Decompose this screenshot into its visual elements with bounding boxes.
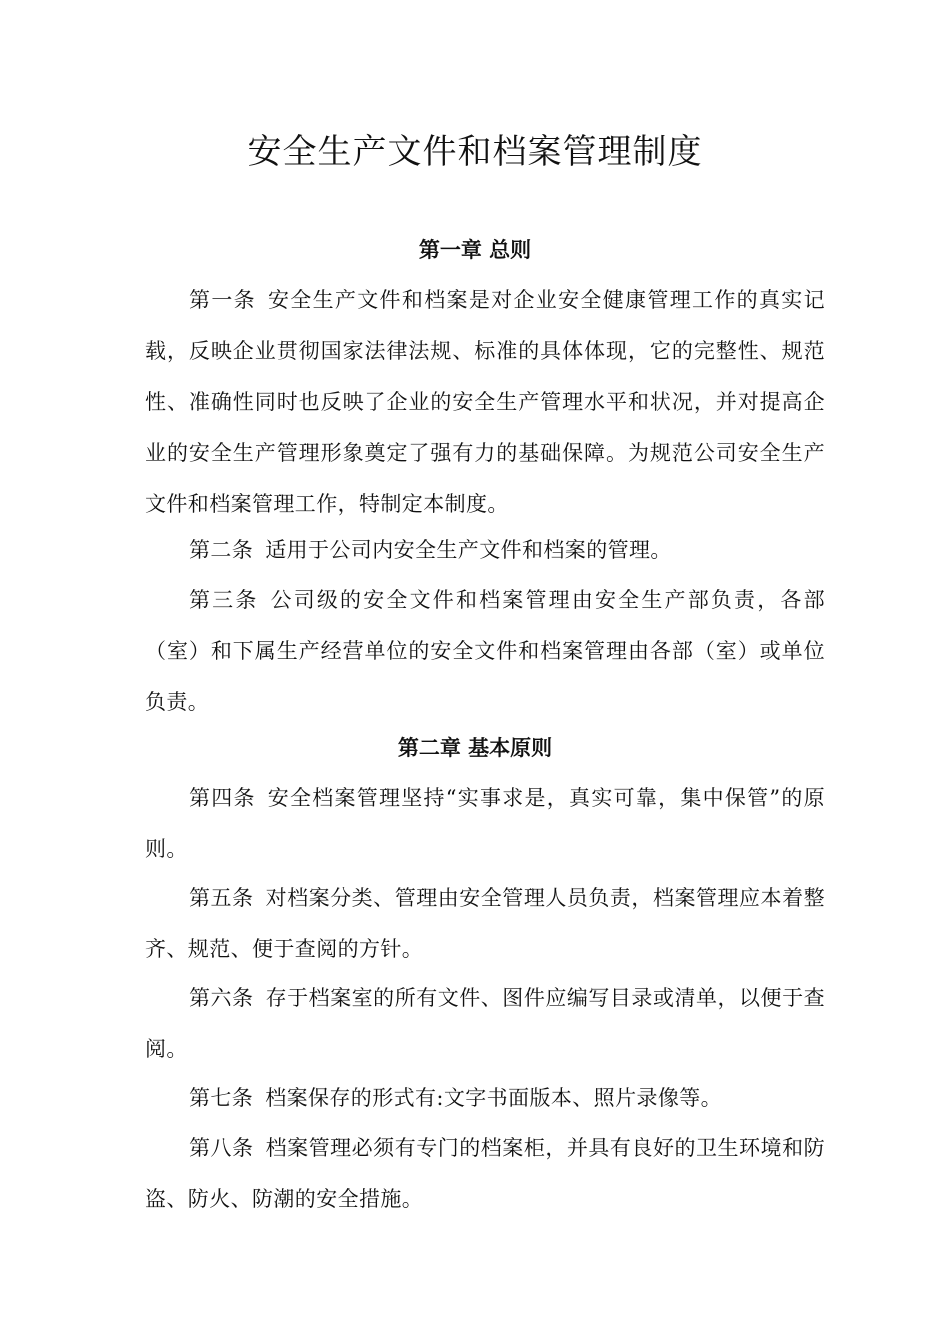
article-text: 公司级的安全文件和档案管理由安全生产部负责，各部（室）和下属生产经营单位的安全文件和档案管理由各部（室）或单位负责。 bbox=[145, 588, 825, 714]
article-text: 安全档案管理坚持“实事求是，真实可靠，集中保管”的原则。 bbox=[145, 786, 825, 861]
article-paragraph bbox=[145, 873, 825, 975]
article-text: 安全生产文件和档案是对企业安全健康管理工作的真实记载，反映企业贯彻国家法律法规、标准的具体体现，它的完整性、规范性、准确性同时也反映了企业的安全生产管理水平和状况，并对提高企业的安全生产管理形象奠定了强有力的基础保障。为规范公司安全生产文件和档案管理工作，特制定本制度。 bbox=[145, 288, 826, 516]
article-paragraph bbox=[145, 773, 825, 875]
article-text: 适用于公司内安全生产文件和档案的管理。 bbox=[265, 538, 672, 562]
article-number: 第五条 bbox=[189, 886, 254, 910]
article-paragraph bbox=[145, 575, 825, 728]
article-paragraph bbox=[145, 1123, 825, 1225]
chapter-heading: 第二章 基本原则 bbox=[397, 736, 553, 760]
article-number: 第四条 bbox=[189, 786, 256, 810]
article-paragraph bbox=[145, 973, 825, 1075]
article-number: 第一条 bbox=[189, 288, 256, 312]
article-number: 第八条 bbox=[189, 1136, 254, 1160]
chapter-heading: 第一章 总则 bbox=[418, 238, 532, 262]
article-number: 第六条 bbox=[189, 986, 254, 1010]
article-text: 档案管理必须有专门的档案柜，并具有良好的卫生环境和防盗、防火、防潮的安全措施。 bbox=[145, 1136, 826, 1211]
article-text: 存于档案室的所有文件、图件应编写目录或清单，以便于查阅。 bbox=[145, 986, 826, 1061]
article-number: 第三条 bbox=[189, 588, 259, 612]
article-paragraph bbox=[145, 275, 825, 530]
document-title: 安全生产文件和档案管理制度 bbox=[247, 132, 703, 172]
article-text: 对档案分类、管理由安全管理人员负责，档案管理应本着整齐、规范、便于查阅的方针。 bbox=[145, 886, 826, 961]
article-paragraph bbox=[145, 1073, 825, 1124]
article-number: 第二条 bbox=[189, 538, 254, 562]
article-number: 第七条 bbox=[189, 1086, 254, 1110]
article-text: 档案保存的形式有:文字书面版本、照片录像等。 bbox=[265, 1086, 723, 1110]
article-paragraph bbox=[145, 525, 825, 576]
